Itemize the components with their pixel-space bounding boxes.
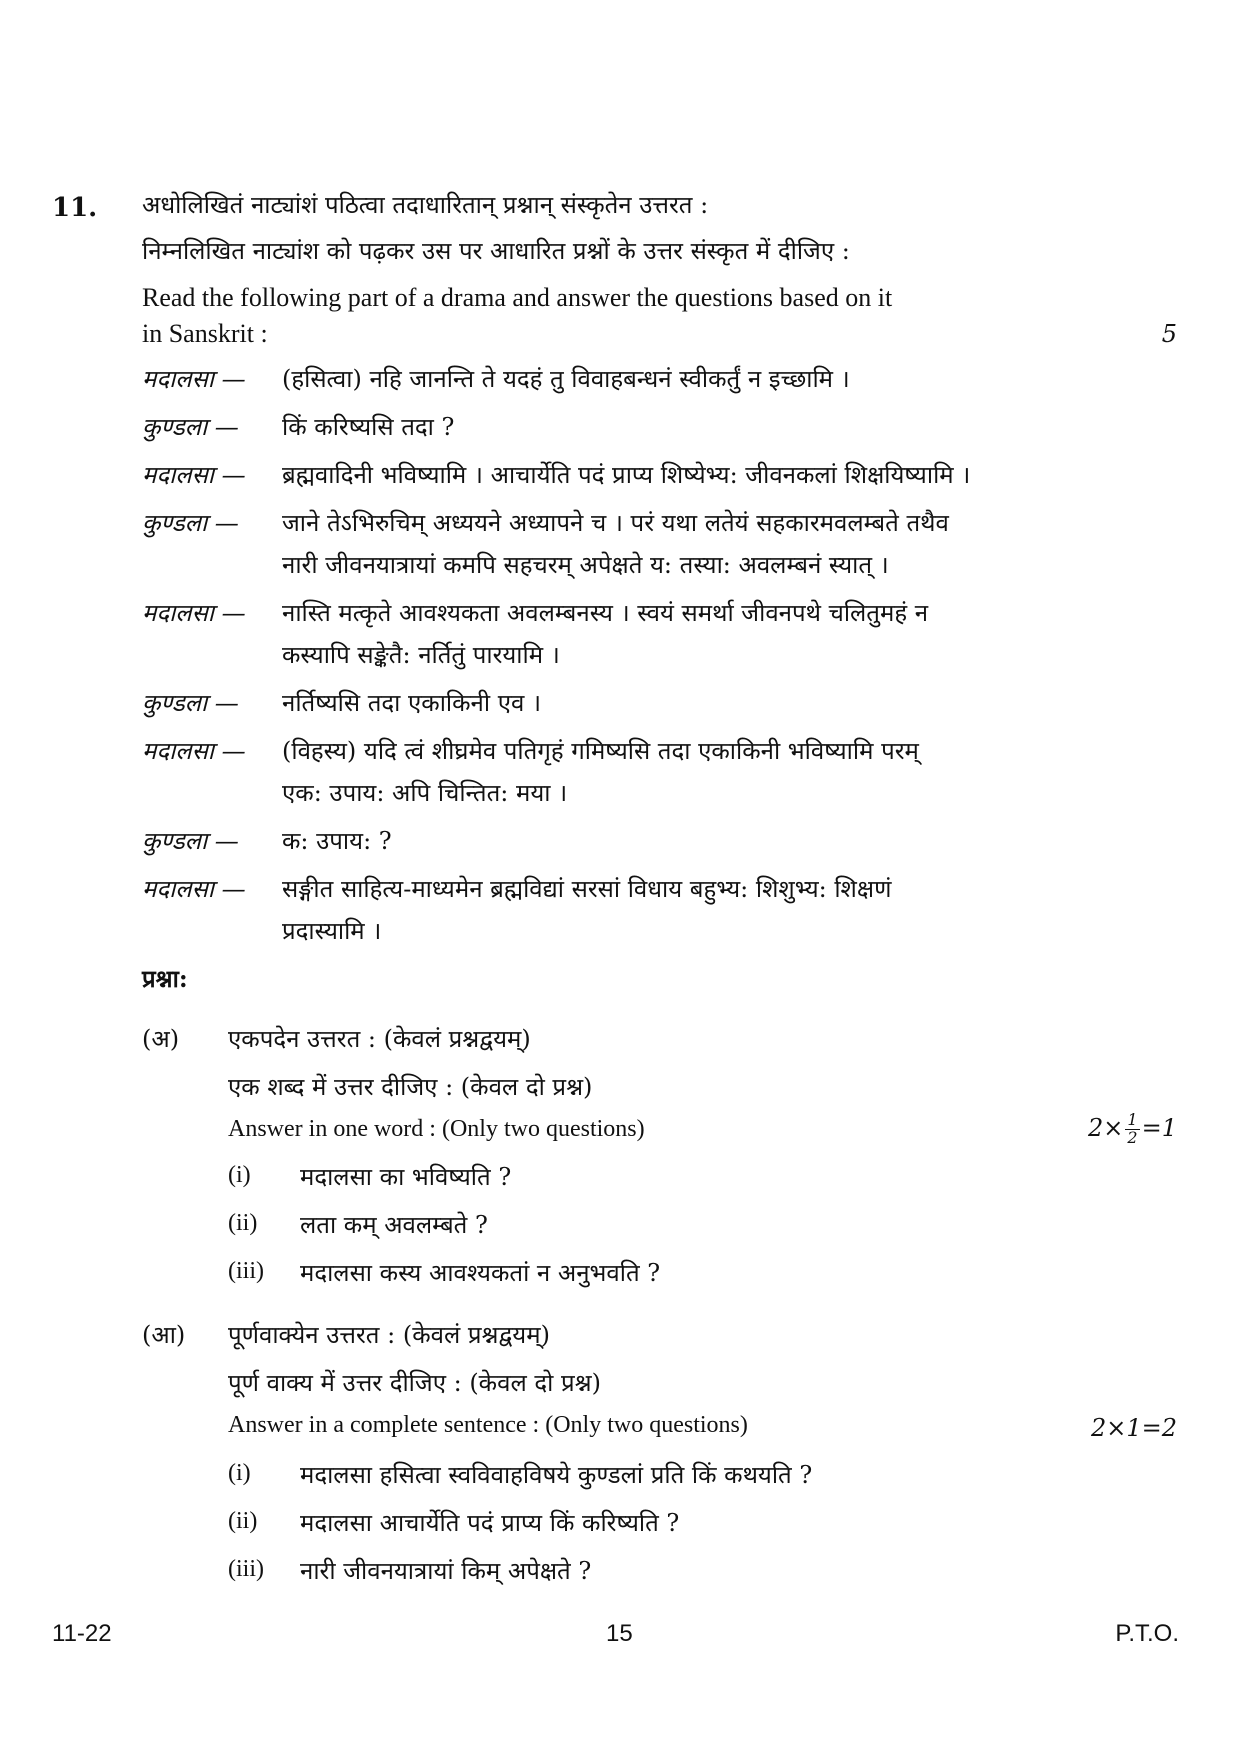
page-number: 15	[606, 1620, 633, 1647]
dialogue-speaker: मदालसा —	[142, 875, 246, 903]
part-a-instruction-english: Answer in one word : (Only two questions)	[228, 1116, 645, 1142]
question-item-text: लता कम् अवलम्बते ?	[300, 1211, 488, 1239]
part-a-marks-prefix: 2×	[1088, 1113, 1124, 1142]
dialogue-line: (हसित्वा) नहि जानन्ति ते यदहं तु विवाहबन्धनं स्वीकर्तुं न इच्छामि ।	[282, 365, 850, 393]
question-item-text: मदालसा आचार्येति पदं प्राप्य किं करिष्यति ?	[300, 1509, 680, 1537]
question-item-number: (iii)	[228, 1258, 264, 1284]
dialogue-line: प्रदास्यामि ।	[282, 917, 382, 945]
dialogue-speaker: कुण्डला —	[142, 689, 239, 717]
dialogue-line: नास्ति मत्कृते आवश्यकता अवलम्बनस्य । स्वयं समर्था जीवनपथे चलितुमहं न	[282, 599, 929, 627]
fraction-denominator: 2	[1127, 1127, 1138, 1147]
part-b-marks: 2×1=2	[1090, 1414, 1177, 1442]
question-item-text: नारी जीवनयात्रायां किम् अपेक्षते ?	[300, 1557, 592, 1585]
dialogue-speaker: कुण्डला —	[142, 413, 239, 441]
part-a-marks-suffix: =1	[1141, 1113, 1177, 1142]
part-a-instruction-sanskrit: एकपदेन उत्तरत : (केवलं प्रश्नद्वयम्)	[228, 1025, 531, 1053]
question-item-number: (i)	[228, 1162, 251, 1188]
fraction	[1125, 1112, 1139, 1147]
fraction-numerator: 1	[1127, 1110, 1138, 1129]
instruction-english-line1: Read the following part of a drama and answer the questions based on it	[142, 283, 893, 312]
dialogue-line: किं करिष्यसि तदा ?	[282, 413, 455, 441]
part-b-instruction-english: Answer in a complete sentence : (Only two questions)	[228, 1412, 748, 1438]
questions-heading: प्रश्ना:	[142, 964, 188, 993]
pto-label: P.T.O.	[1115, 1620, 1179, 1647]
part-a-marks	[1088, 1112, 1177, 1147]
question-item-text: मदालसा हसित्वा स्वविवाहविषये कुण्डलां प्रति किं कथयति ?	[300, 1461, 813, 1489]
question-item-number: (i)	[228, 1460, 251, 1486]
question-item-number: (ii)	[228, 1508, 258, 1534]
part-a-label: (अ)	[142, 1025, 180, 1053]
dialogue-speaker: मदालसा —	[142, 599, 246, 627]
dialogue-speaker: कुण्डला —	[142, 509, 239, 537]
dialogue-line: कस्यापि सङ्केतै: नर्तितुं पारयामि ।	[282, 641, 560, 669]
part-b-label: (आ)	[142, 1321, 186, 1349]
part-a-instruction-hindi: एक शब्द में उत्तर दीजिए : (केवल दो प्रश्न)	[228, 1073, 593, 1101]
dialogue-speaker: मदालसा —	[142, 737, 246, 765]
dialogue-speaker: मदालसा —	[142, 461, 246, 489]
footer-code: 11-22	[52, 1620, 112, 1647]
dialogue-line: नारी जीवनयात्रायां कमपि सहचरम् अपेक्षते य: तस्या: अवलम्बनं स्यात् ।	[282, 551, 889, 579]
dialogue-line: नर्तिष्यसि तदा एकाकिनी एव ।	[282, 689, 542, 717]
dialogue-line: जाने तेऽभिरुचिम् अध्ययने अध्यापने च । परं यथा लतेयं सहकारमवलम्बते तथैव	[282, 509, 949, 537]
part-b-instruction-sanskrit: पूर्णवाक्येन उत्तरत : (केवलं प्रश्नद्वयम्)	[228, 1321, 550, 1349]
question-item-number: (iii)	[228, 1556, 264, 1582]
question-item-number: (ii)	[228, 1210, 258, 1236]
instruction-english-line2: in Sanskrit :	[142, 319, 268, 348]
dialogue-line: (विहस्य) यदि त्वं शीघ्रमेव पतिगृहं गमिष्यसि तदा एकाकिनी भविष्यामि परम्	[282, 737, 919, 765]
dialogue-line: एक: उपाय: अपि चिन्तित: मया ।	[282, 779, 568, 807]
dialogue-speaker: कुण्डला —	[142, 827, 239, 855]
dialogue-line: ब्रह्मवादिनी भविष्यामि । आचार्येति पदं प्राप्य शिष्येभ्य: जीवनकलां शिक्षयिष्यामि ।	[282, 461, 971, 489]
question-number: 11.	[52, 193, 98, 223]
question-item-text: मदालसा कस्य आवश्यकतां न अनुभवति ?	[300, 1259, 661, 1287]
question-item-text: मदालसा का भविष्यति ?	[300, 1163, 512, 1191]
part-b-instruction-hindi: पूर्ण वाक्य में उत्तर दीजिए : (केवल दो प्रश्न)	[228, 1369, 601, 1397]
dialogue-speaker: मदालसा —	[142, 365, 246, 393]
dialogue-line: क: उपाय: ?	[282, 827, 392, 855]
instruction-hindi: निम्नलिखित नाट्यांश को पढ़कर उस पर आधारित प्रश्नों के उत्तर संस्कृत में दीजिए :	[142, 237, 850, 265]
dialogue-line: सङ्गीत साहित्य-माध्यमेन ब्रह्मविद्यां सरसां विधाय बहुभ्य: शिशुभ्य: शिक्षणं	[282, 875, 892, 903]
instruction-sanskrit: अधोलिखितं नाट्यांशं पठित्वा तदाधारितान् प्रश्नान् संस्कृतेन उत्तरत :	[142, 191, 709, 219]
question-marks: 5	[1161, 320, 1177, 348]
